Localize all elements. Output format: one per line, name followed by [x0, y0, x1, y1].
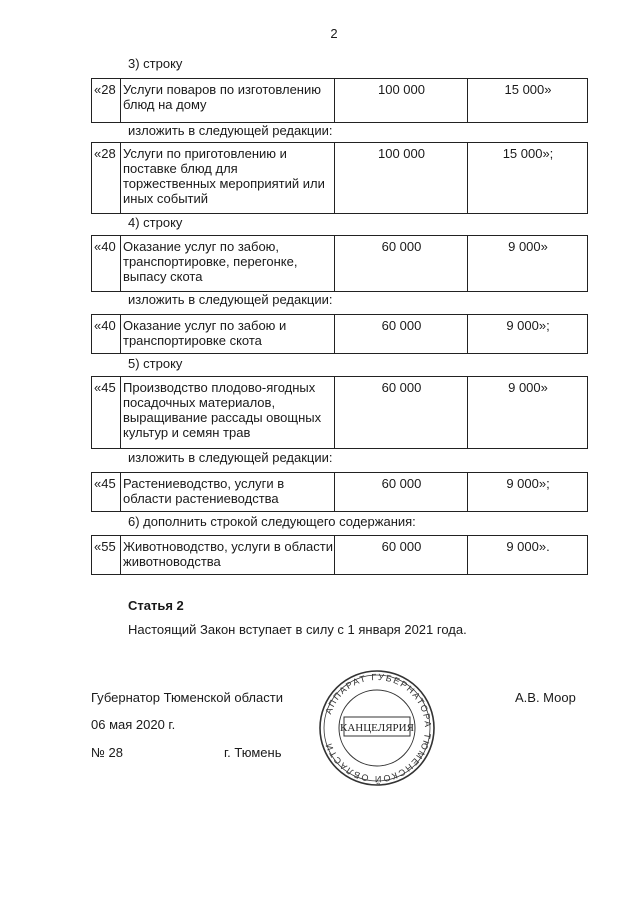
row-value-1: 100 000: [335, 79, 468, 123]
row-value-2: 9 000»;: [468, 315, 588, 354]
article-text: Настоящий Закон вступает в силу с 1 января 2021 года.: [128, 622, 467, 637]
row-description: Услуги поваров по изготовлению блюд на дому: [121, 79, 335, 123]
amendment-table: [91, 78, 588, 123]
row-value-2: 9 000»: [468, 377, 588, 449]
stamp-ring-text: АППАРАТ ГУБЕРНАТОРА ТЮМЕНСКОЙ ОБЛАСТИ: [323, 671, 434, 785]
table-row: [92, 315, 588, 354]
row-description: Оказание услуг по забою, транспортировке, перегонке, выпасу скота: [121, 236, 335, 292]
amendment-table: [91, 535, 588, 575]
amendment-table: [91, 235, 588, 292]
block-label: изложить в следующей редакции:: [128, 123, 333, 138]
table-row: [92, 473, 588, 512]
row-description: Растениеводство, услуги в области растениеводства: [121, 473, 335, 512]
row-number: «40: [92, 315, 121, 354]
block-label: 6) дополнить строкой следующего содержания:: [128, 514, 416, 529]
block-label: изложить в следующей редакции:: [128, 450, 333, 465]
page-number: 2: [330, 26, 338, 41]
document-date: 06 мая 2020 г.: [91, 717, 176, 732]
amendment-table: [91, 142, 588, 214]
block-label: изложить в следующей редакции:: [128, 292, 333, 307]
table-row: [92, 536, 588, 575]
row-value-2: 9 000»: [468, 236, 588, 292]
row-description: Животноводство, услуги в области животноводства: [121, 536, 335, 575]
amendment-table: [91, 314, 588, 354]
stamp-center-text: КАНЦЕЛЯРИЯ: [340, 722, 414, 734]
row-description: Услуги по приготовлению и поставке блюд для торжественных мероприятий или иных событий: [121, 143, 335, 214]
row-value-2: 9 000»;: [468, 473, 588, 512]
row-value-1: 60 000: [335, 236, 468, 292]
row-number: «45: [92, 473, 121, 512]
document-number: № 28: [91, 745, 124, 760]
row-number: «55: [92, 536, 121, 575]
row-value-1: 60 000: [335, 377, 468, 449]
row-value-1: 60 000: [335, 315, 468, 354]
amendment-table: [91, 376, 588, 449]
official-stamp: [317, 668, 437, 788]
article-heading: Статья 2: [128, 598, 184, 613]
row-number: «40: [92, 236, 121, 292]
row-value-1: 100 000: [335, 143, 468, 214]
row-number: «45: [92, 377, 121, 449]
table-row: [92, 143, 588, 214]
block-label: 4) строку: [128, 215, 183, 230]
row-description: Производство плодово-ягодных посадочных материалов, выращивание рассады овощных культур и семян трав: [121, 377, 335, 449]
row-description: Оказание услуг по забою и транспортировке скота: [121, 315, 335, 354]
document-city: г. Тюмень: [224, 745, 282, 760]
row-value-2: 15 000»: [468, 79, 588, 123]
table-row: [92, 79, 588, 123]
table-row: [92, 377, 588, 449]
signatory-name: А.В. Моор: [515, 690, 576, 705]
row-value-1: 60 000: [335, 536, 468, 575]
signatory-position: Губернатор Тюменской области: [91, 690, 283, 705]
amendment-table: [91, 472, 588, 512]
row-value-2: 15 000»;: [468, 143, 588, 214]
row-number: «28: [92, 143, 121, 214]
row-number: «28: [92, 79, 121, 123]
block-label: 5) строку: [128, 356, 183, 371]
row-value-2: 9 000».: [468, 536, 588, 575]
block-label: 3) строку: [128, 56, 183, 71]
row-value-1: 60 000: [335, 473, 468, 512]
table-row: [92, 236, 588, 292]
